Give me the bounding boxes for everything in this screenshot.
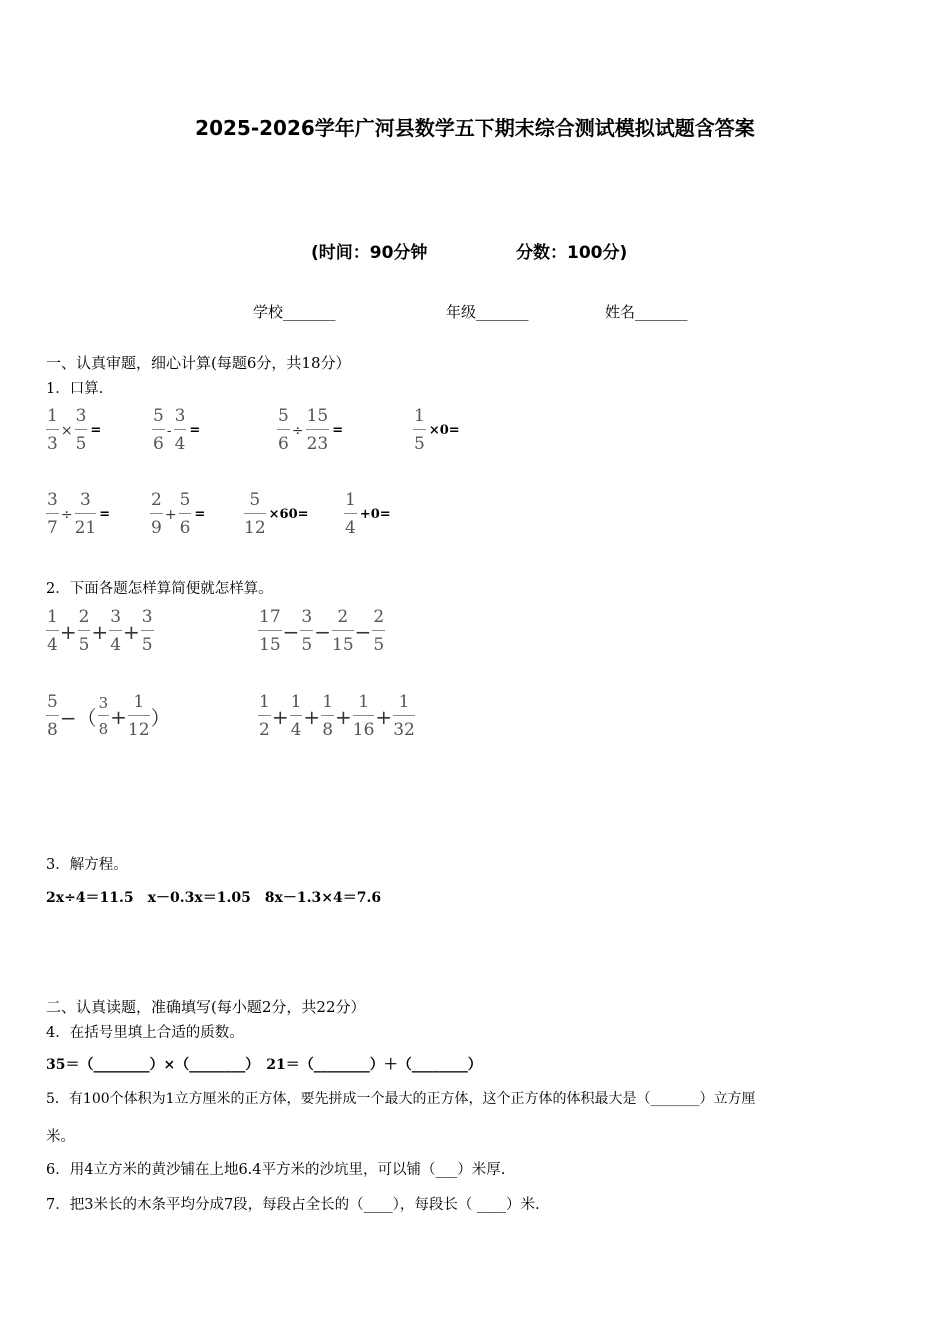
fraction: $\frac{1}{2}$ xyxy=(259,692,270,740)
section2-heading: 二、认真读题，准确填写(每小题2分，共22分） xyxy=(46,998,366,1016)
fraction: $\frac{5}{6}$ xyxy=(278,406,289,454)
q3-equations: 2x÷4＝11.5 x－0.3x＝1.05 8x－1.3×4＝7.6 xyxy=(46,890,382,906)
fraction: $\frac{1}{8}$ xyxy=(322,692,334,740)
fraction: $\frac{5}{6}$ xyxy=(153,406,164,454)
fraction: $\frac{3}{4}$ xyxy=(110,607,122,655)
fraction: $\frac{3}{21}$ xyxy=(74,490,97,538)
oral-calc-item: $\frac{5}{12}$ ×60= xyxy=(244,490,309,538)
fraction: $\frac{2}{5}$ xyxy=(373,607,385,655)
fraction: $\frac{3}{5}$ xyxy=(301,607,313,655)
fraction: $\frac{1}{4}$ xyxy=(345,490,356,538)
fraction: $\frac{1}{16}$ xyxy=(352,692,375,740)
fraction: $\frac{1}{3}$ xyxy=(47,406,58,454)
fraction: $\frac{2}{9}$ xyxy=(151,490,162,538)
oral-calc-item: $\frac{3}{7}$ ÷ $\frac{3}{21}$ = xyxy=(47,490,111,538)
fraction: $\frac{1}{4}$ xyxy=(290,692,302,740)
name-field: 姓名_______ xyxy=(605,303,688,321)
q4-content: 35＝（________）×（________） 21＝（________）＋（________） xyxy=(46,1057,482,1073)
grade-field: 年级_______ xyxy=(446,303,529,321)
oral-calc-item: $\frac{1}{3}$ × $\frac{3}{5}$ = xyxy=(47,406,102,454)
fraction: $\frac{1}{32}$ xyxy=(393,692,415,740)
oral-calc-item: $\frac{5}{6}$ - $\frac{3}{4}$ = xyxy=(153,406,201,454)
exam-time: (时间：90分钟 xyxy=(311,243,428,263)
q2-label: 2．下面各题怎样算简便就怎样算。 xyxy=(46,581,273,597)
q1-label: 1．口算. xyxy=(46,381,104,397)
exam-score: 分数：100分) xyxy=(516,243,628,263)
fraction: $\frac{1}{12}$ xyxy=(127,692,150,740)
simplify-expression-2: $\frac{17}{15}$ − $\frac{3}{5}$ − $\frac{2}{15}$ − $\frac{2}{5}$ xyxy=(259,607,385,655)
q5-line1: 5．有100个体积为1立方厘米的正方体，要先拼成一个最大的正方体，这个正方体的体积最大是（_______）立方厘 xyxy=(46,1091,756,1107)
simplify-expression-4: $\frac{1}{2}$ + $\frac{1}{4}$ + $\frac{1}{8}$ + $\frac{1}{16}$ + $\frac{1}{32}$ xyxy=(259,692,415,740)
q5-line2: 米。 xyxy=(46,1129,75,1145)
fraction: $\frac{3}{5}$ xyxy=(75,406,87,454)
simplify-expression-1: $\frac{1}{4}$ + $\frac{2}{5}$ + $\frac{3}{4}$ + $\frac{3}{5}$ xyxy=(47,607,153,655)
fraction: $\frac{5}{8}$ xyxy=(47,692,58,740)
fraction: $\frac{17}{15}$ xyxy=(259,607,281,655)
fraction: $\frac{5}{6}$ xyxy=(179,490,191,538)
fraction: $\frac{3}{4}$ xyxy=(174,406,186,454)
fraction: $\frac{2}{5}$ xyxy=(78,607,90,655)
q3-label: 3．解方程。 xyxy=(46,857,128,873)
q4-label: 4．在括号里填上合适的质数。 xyxy=(46,1025,244,1041)
oral-calc-item: $\frac{5}{6}$ ÷ $\frac{15}{23}$ = xyxy=(278,406,344,454)
q6-text: 6．用4立方米的黄沙铺在上地6.4平方米的沙坑里，可以铺（___）米厚. xyxy=(46,1162,506,1178)
simplify-expression-3: $\frac{5}{8}$ −（ $\frac{3}{8}$ + $\frac{1}{12}$ ） xyxy=(47,692,171,740)
fraction: $\frac{15}{23}$ xyxy=(306,406,329,454)
fraction: $\frac{5}{12}$ xyxy=(244,490,266,538)
oral-calc-item: $\frac{1}{4}$ +0= xyxy=(345,490,391,538)
section1-heading: 一、认真审题，细心计算(每题6分，共18分） xyxy=(46,354,351,372)
fraction: $\frac{3}{8}$ xyxy=(98,694,109,738)
fraction: $\frac{2}{15}$ xyxy=(332,607,354,655)
q7-text: 7．把3米长的木条平均分成7段，每段占全长的（____），每段长（ ____）米. xyxy=(46,1197,540,1213)
school-field: 学校_______ xyxy=(253,303,336,321)
oral-calc-item: $\frac{2}{9}$ + $\frac{5}{6}$ = xyxy=(151,490,206,538)
fraction: $\frac{3}{5}$ xyxy=(141,607,153,655)
oral-calc-item: $\frac{1}{5}$ ×0= xyxy=(414,406,460,454)
page-title: 2025-2026学年广河县数学五下期末综合测试模拟试题含答案 xyxy=(195,116,755,140)
fraction: $\frac{3}{7}$ xyxy=(47,490,58,538)
fraction: $\frac{1}{5}$ xyxy=(414,406,425,454)
fraction: $\frac{1}{4}$ xyxy=(47,607,58,655)
